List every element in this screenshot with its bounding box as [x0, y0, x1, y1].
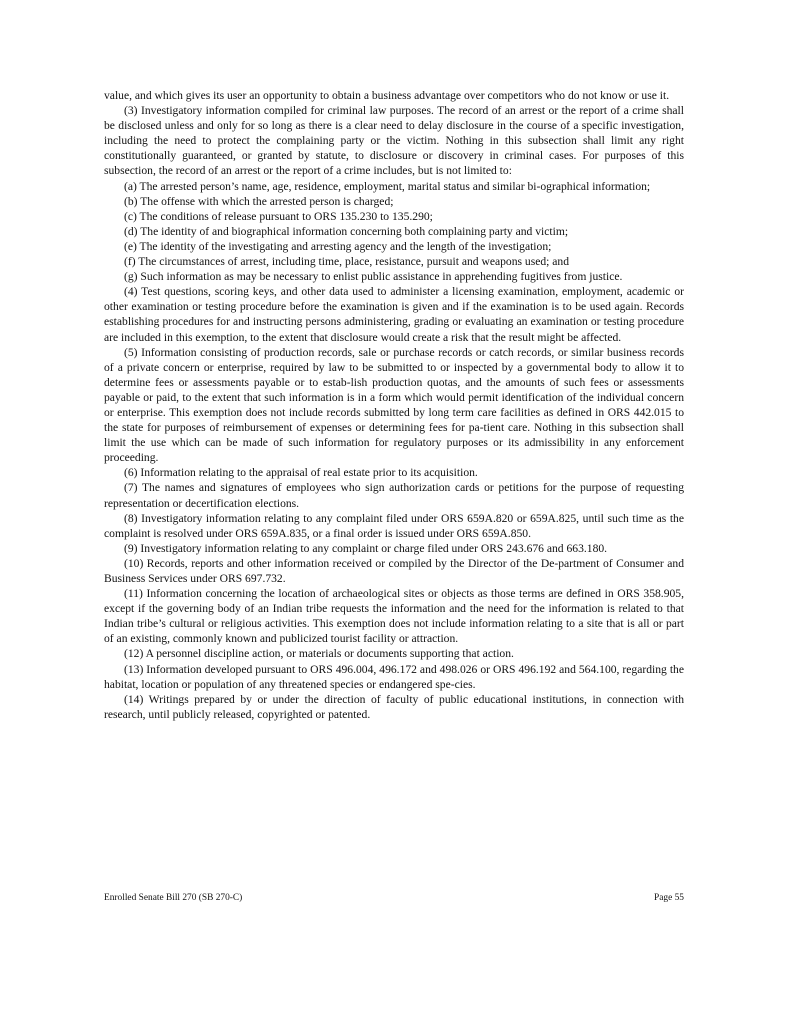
- page-number: Page 55: [654, 893, 684, 903]
- paragraph: (d) The identity of and biographical information concerning both complaining party and victim;: [124, 224, 569, 238]
- paragraph: (14) Writings prepared by or under the direction of faculty of public educational institutions, in connection with research, until publicly released, copyrighted or patented.: [104, 692, 684, 721]
- paragraph: (13) Information developed pursuant to ORS 496.004, 496.172 and 498.026 or ORS 496.192 and 564.100, regarding the habitat, location or population of any threatened species or endangered spe-cies.: [104, 662, 684, 691]
- paragraph: (3) Investigatory information compiled for criminal law purposes. The record of an arrest or the report of a crime shall be disclosed unless and only for so long as there is a clear need to delay disclosure in the course of a specific investigation, including the need to protect the complaining party or the victim. Nothing in this subsection shall limit any right constitutionally guaranteed, or granted by statute, to disclosure or discovery in criminal cases. For purposes of this subsection, the record of an arrest or the report of a crime includes, but is not limited to:: [104, 104, 684, 178]
- paragraph: (a) The arrested person’s name, age, residence, employment, marital status and similar bi-ographical information;: [124, 179, 651, 193]
- document-body: [104, 88, 684, 722]
- paragraph: (7) The names and signatures of employees who sign authorization cards or petitions for the purpose of requesting representation or decertification elections.: [104, 481, 684, 510]
- paragraph: (12) A personnel discipline action, or materials or documents supporting that action.: [124, 647, 514, 661]
- paragraph: (10) Records, reports and other information received or compiled by the Director of the De-partment of Consumer and Business Services under ORS 697.732.: [104, 556, 684, 585]
- paragraph: (c) The conditions of release pursuant to ORS 135.230 to 135.290;: [124, 209, 433, 223]
- bill-identifier: Enrolled Senate Bill 270 (SB 270-C): [104, 893, 243, 903]
- page-footer: [104, 893, 684, 903]
- paragraph: (f) The circumstances of arrest, including time, place, resistance, pursuit and weapons used; and: [124, 255, 570, 269]
- paragraph: (4) Test questions, scoring keys, and other data used to administer a licensing examination, employment, academic or other examination or testing procedure before the examination is given and if the examination is to be used again. Records establishing procedures for and instructing persons administering, grading or evaluating an examination or testing procedure are included in this exemption, to the extent that disclosure would create a risk that the result might be affected.: [104, 285, 684, 344]
- paragraph: (b) The offense with which the arrested person is charged;: [124, 194, 394, 208]
- paragraph: (e) The identity of the investigating and arresting agency and the length of the investigation;: [124, 239, 552, 253]
- paragraph: (11) Information concerning the location of archaeological sites or objects as those terms are defined in ORS 358.905, except if the governing body of an Indian tribe requests the information and the need for the information is related to that Indian tribe’s cultural or religious activities. This exemption does not include information relating to a site that is all or part of an existing, commonly known and publicized tourist facility or attraction.: [104, 587, 684, 646]
- paragraph: (8) Investigatory information relating to any complaint filed under ORS 659A.820 or 659A.825, until such time as the complaint is resolved under ORS 659A.835, or a final order is issued under ORS 659A.850.: [104, 511, 684, 540]
- paragraph: value, and which gives its user an opportunity to obtain a business advantage over competitors who do not know or use it.: [104, 89, 670, 102]
- paragraph: (g) Such information as may be necessary to enlist public assistance in apprehending fugitives from justice.: [124, 270, 623, 284]
- paragraph: (6) Information relating to the appraisal of real estate prior to its acquisition.: [124, 466, 478, 480]
- paragraph: (5) Information consisting of production records, sale or purchase records or catch records, or similar business records of a private concern or enterprise, required by law to be submitted to or inspected by a governmental body to allow it to determine fees or assessments payable or to estab-lish production quotas, and the amounts of such fees or assessments payable or paid, to the extent that such information is in a form which would permit identification of the individual concern or enterprise. This exemption does not include records submitted by long term care facilities as defined in ORS 442.015 to the state for purposes of reimbursement of expenses or determining fees for pa-tient care. Nothing in this subsection shall limit the use which can be made of such information for regulatory purposes or its admissibility in any enforcement proceeding.: [104, 345, 684, 465]
- paragraph: (9) Investigatory information relating to any complaint or charge filed under ORS 243.676 and 663.180.: [124, 541, 608, 555]
